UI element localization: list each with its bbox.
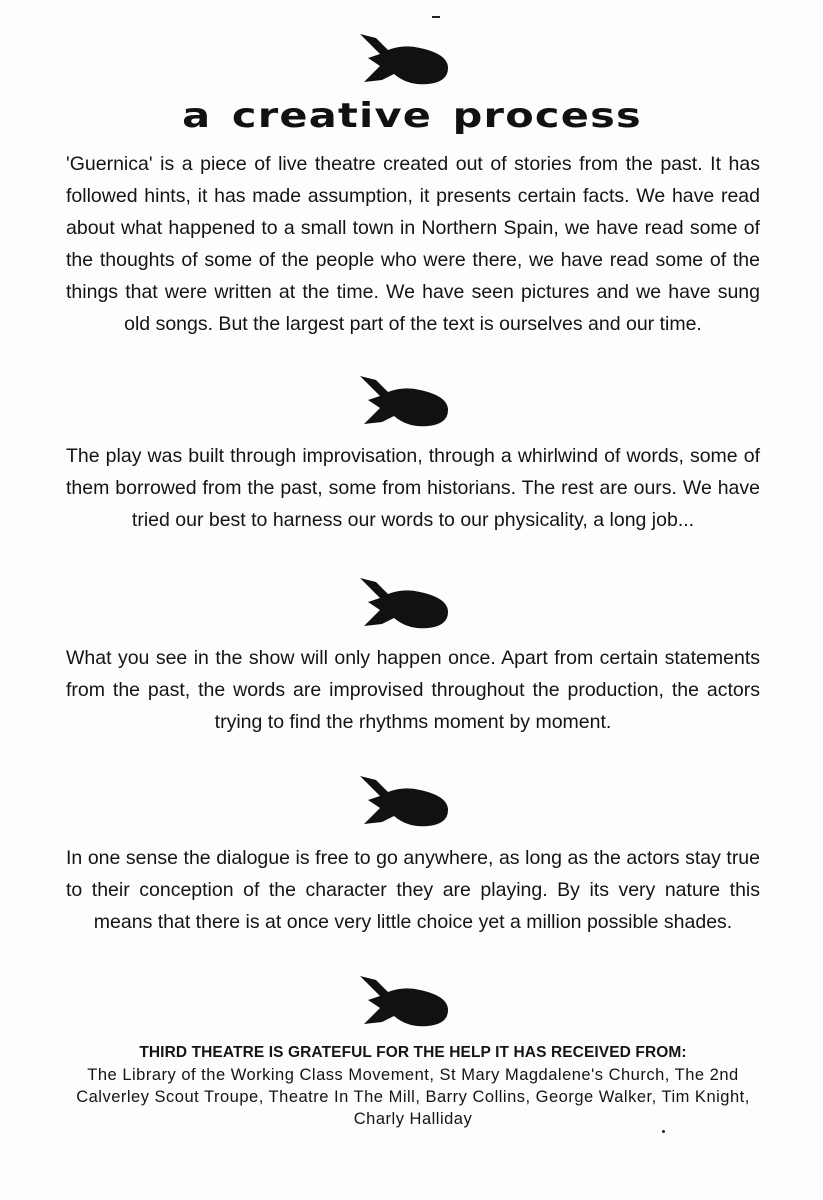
paragraph-dialogue: In one sense the dialogue is free to go anywhere, as long as the actors stay true to their conception of the character they are playing. By its very nature this means that there is at once very little choice yet a million possible shades. [66, 847, 760, 933]
credits-heading: THIRD THEATRE IS GRATEFUL FOR THE HELP IT HAS RECEIVED FROM: [139, 1044, 687, 1061]
bomb-icon [358, 574, 450, 630]
bomb-icon [358, 372, 450, 428]
page-title: a creative process [182, 96, 642, 136]
bomb-icon [358, 772, 450, 828]
credits-list: The Library of the Working Class Movement, St Mary Magdalene's Church, The 2nd Calverley Scout Troupe, Theatre In The Mill, Barry Collins, George Walker, Tim Knight, Charly Halliday [76, 1066, 750, 1128]
bomb-icon [358, 30, 450, 86]
paragraph-intro: 'Guernica' is a piece of live theatre created out of stories from the past. It has followed hints, it has made assumption, it presents certain facts. We have read about what happened to a small town in Northern Spain, we have read some of the thoughts of some of the people who were there, we have read some of the things that were written at the time. We have seen pictures and we have sung old songs. But the largest part of the text is ourselves and our time. [66, 153, 760, 335]
credits-block [66, 1042, 760, 1130]
bomb-icon [358, 972, 450, 1028]
scan-speck [662, 1130, 665, 1133]
paragraph-show: What you see in the show will only happen once. Apart from certain statements from the past, the words are improvised throughout the production, the actors trying to find the rhythms moment by moment. [66, 647, 760, 733]
scan-speck [432, 16, 440, 18]
paragraph-improvisation: The play was built through improvisation, through a whirlwind of words, some of them borrowed from the past, some from historians. The rest are ours. We have tried our best to harness our words to our physicality, a long job... [66, 445, 760, 531]
